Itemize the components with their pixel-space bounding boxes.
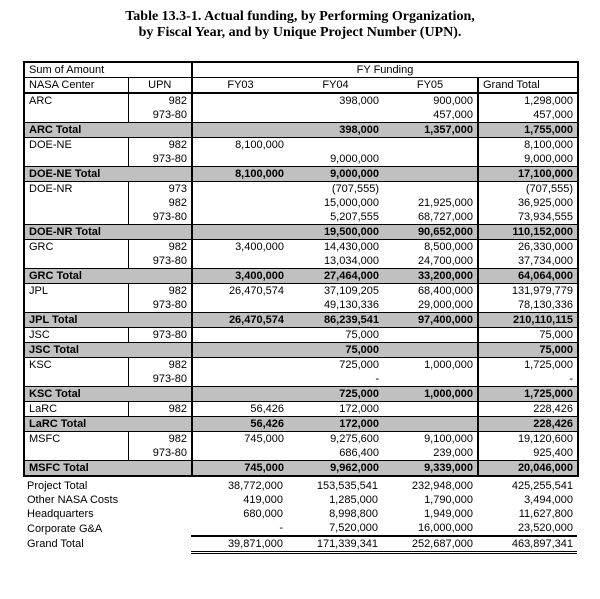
fy03-cell (192, 254, 288, 269)
fy-funding-header: FY Funding (192, 62, 578, 78)
fy05-cell (383, 182, 478, 197)
nasa-center-cell: JPL (24, 284, 128, 299)
center-total-row (24, 417, 578, 432)
grand-total-cell: 75,000 (478, 343, 578, 358)
fy05-cell: 16,000,000 (417, 522, 473, 534)
total-label-cell: DOE-NE Total (24, 167, 192, 182)
fy05-cell: 1,000,000 (383, 358, 478, 373)
table-row (24, 196, 578, 210)
nasa-center-cell (24, 196, 128, 210)
upn-cell: 982 (128, 432, 192, 447)
fy04-cell: 86,239,541 (288, 313, 383, 328)
nasa-center-cell: MSFC (24, 432, 128, 447)
grand-total-cell: 64,064,000 (478, 269, 578, 284)
grand-total-cell: 75,000 (539, 329, 573, 341)
center-total-row (24, 343, 578, 358)
fy04-cell: 7,520,000 (329, 522, 378, 534)
fy04-cell: 8,998,800 (329, 508, 378, 520)
center-total-row (24, 313, 578, 328)
upn-cell: 973-80 (128, 372, 192, 387)
grand-total-cell: 37,734,000 (517, 255, 573, 267)
col-header-fy04: FY04 (288, 78, 383, 94)
nasa-center-cell (24, 254, 128, 269)
fy03-cell: 8,100,000 (192, 167, 288, 182)
fy05-cell (383, 417, 478, 432)
fy05-cell: 8,500,000 (383, 240, 478, 255)
table-row (24, 446, 578, 461)
grand-total-cell: 110,152,000 (478, 225, 578, 240)
fy04-cell: 75,000 (288, 343, 383, 358)
center-total-row (24, 269, 578, 284)
grand-total-cell: 1,725,000 (478, 387, 578, 402)
total-label-cell: GRC Total (24, 269, 192, 284)
fy05-cell: 29,000,000 (383, 298, 478, 313)
nasa-center-cell (24, 298, 128, 313)
fy03-cell (192, 108, 288, 123)
total-label-cell: JPL Total (24, 313, 192, 328)
nasa-center-cell (24, 108, 128, 123)
fy04-cell: 9,000,000 (330, 153, 379, 165)
table-row (24, 402, 578, 417)
fy03-cell (192, 328, 288, 343)
fy03-cell (192, 152, 288, 167)
table-title (0, 0, 600, 41)
fy05-cell: 33,200,000 (383, 269, 478, 284)
summary-table (23, 479, 577, 554)
upn-cell: 982 (128, 196, 192, 210)
title-line-1: Table 13.3-1. Actual funding, by Performing Organization, (125, 9, 475, 24)
fy03-cell (192, 446, 288, 461)
summary-row (23, 521, 577, 536)
summary-row (23, 507, 577, 521)
fy04-cell: 398,000 (339, 95, 379, 107)
summary-label-cell: Project Total (27, 480, 88, 492)
header-row-columns (24, 78, 578, 94)
fy03-cell: 38,772,000 (227, 480, 283, 492)
title-line-2: by Fiscal Year, and by Unique Project Number (UPN). (138, 25, 462, 40)
fy04-cell: 9,962,000 (288, 461, 383, 477)
table-row (24, 152, 578, 167)
col-header-fy03: FY03 (192, 78, 288, 94)
fy04-cell (288, 138, 383, 153)
upn-cell: 973-80 (128, 152, 192, 167)
table-row (24, 108, 578, 123)
grand-total-cell: 36,925,000 (517, 197, 573, 209)
fy04-cell: - (375, 373, 379, 385)
fy04-cell: (707,555) (331, 183, 379, 195)
center-total-row (24, 461, 578, 477)
fy05-cell: 90,652,000 (383, 225, 478, 240)
fy03-cell: 39,871,000 (191, 536, 287, 553)
center-total-row (24, 123, 578, 138)
grand-total-cell: 78,130,336 (517, 299, 573, 311)
nasa-center-cell: ARC (24, 93, 128, 108)
grand-total-cell: 1,725,000 (524, 359, 573, 371)
fy04-cell: 153,535,541 (316, 480, 378, 492)
fy04-cell: 37,109,205 (323, 285, 379, 297)
sum-of-amount-header: Sum of Amount (24, 62, 192, 78)
summary-row (23, 493, 577, 507)
fy03-cell: 56,426 (250, 403, 284, 415)
col-header-upn: UPN (128, 78, 192, 94)
total-label-cell: LaRC Total (24, 417, 192, 432)
table-row (24, 298, 578, 313)
fy03-cell: 8,100,000 (235, 139, 284, 151)
upn-cell: 973 (128, 182, 192, 197)
fy04-cell: 1,285,000 (329, 494, 378, 506)
table-row (24, 328, 578, 343)
fy03-cell (192, 196, 288, 210)
fy05-cell: 1,357,000 (383, 123, 478, 138)
nasa-center-cell: DOE-NE (24, 138, 128, 153)
summary-label-cell: Headquarters (27, 508, 94, 520)
upn-cell: 973-80 (128, 298, 192, 313)
fy05-cell: 1,000,000 (383, 387, 478, 402)
fy05-cell: 68,400,000 (383, 284, 478, 299)
fy03-cell (192, 298, 288, 313)
fy04-cell: 171,339,341 (287, 536, 382, 553)
total-label-cell: MSFC Total (24, 461, 192, 477)
header-row-spanner (24, 62, 578, 78)
grand-total-cell: 425,255,541 (511, 480, 573, 492)
fy03-cell: 3,400,000 (192, 269, 288, 284)
fy03-cell: 26,470,574 (228, 285, 284, 297)
upn-cell: 982 (128, 358, 192, 373)
fy04-cell: 172,000 (339, 403, 379, 415)
fy04-cell: 13,034,000 (323, 255, 379, 267)
fy05-cell: 252,687,000 (382, 536, 477, 553)
table-row (24, 240, 578, 255)
total-label-cell: JSC Total (24, 343, 192, 358)
fy04-cell: 725,000 (339, 359, 379, 371)
upn-cell: 973-80 (128, 254, 192, 269)
grand-total-cell: 19,120,600 (517, 433, 573, 445)
fy03-cell: 26,470,574 (192, 313, 288, 328)
fy05-cell: 68,727,000 (383, 210, 478, 225)
fy03-cell (192, 93, 288, 108)
fy03-cell: 3,400,000 (235, 241, 284, 253)
grand-total-cell: 463,897,341 (477, 536, 577, 553)
upn-cell: 982 (128, 402, 192, 417)
total-label-cell: DOE-NR Total (24, 225, 192, 240)
fy04-cell: 686,400 (339, 447, 379, 459)
fy04-cell: 9,275,600 (330, 433, 379, 445)
fy03-cell (192, 358, 288, 373)
table-row (24, 210, 578, 225)
grand-total-cell: 26,330,000 (517, 241, 573, 253)
fy05-cell (383, 167, 478, 182)
table-row (24, 284, 578, 299)
fy05-cell (383, 402, 478, 417)
grand-total-cell: 20,046,000 (478, 461, 578, 477)
fy05-cell: 97,400,000 (383, 313, 478, 328)
fy05-cell (383, 152, 478, 167)
grand-total-cell: 3,494,000 (524, 494, 573, 506)
fy04-cell: 14,430,000 (323, 241, 379, 253)
upn-cell: 982 (128, 138, 192, 153)
fy03-cell (192, 182, 288, 197)
fy03-cell (192, 123, 288, 138)
fy04-cell: 15,000,000 (323, 197, 379, 209)
fy03-cell (192, 387, 288, 402)
col-header-grand-total: Grand Total (478, 78, 578, 94)
upn-cell: 973-80 (128, 446, 192, 461)
fy04-cell: 19,500,000 (288, 225, 383, 240)
summary-label-cell: Other NASA Costs (27, 494, 119, 506)
nasa-center-cell: JSC (24, 328, 128, 343)
upn-cell: 982 (128, 284, 192, 299)
grand-total-cell: 131,979,779 (511, 285, 573, 297)
fy03-cell: 745,000 (192, 461, 288, 477)
fy04-cell: 9,000,000 (288, 167, 383, 182)
grand-total-cell: - (569, 373, 573, 385)
fy05-cell: 232,948,000 (411, 480, 473, 492)
fy05-cell: 9,100,000 (383, 432, 478, 447)
total-label-cell: ARC Total (24, 123, 192, 138)
summary-label-cell: Corporate G&A (27, 522, 103, 535)
fy03-cell (192, 225, 288, 240)
nasa-center-cell: LaRC (24, 402, 128, 417)
fy05-cell: 1,949,000 (424, 508, 473, 520)
nasa-center-cell (24, 210, 128, 225)
nasa-center-cell: KSC (24, 358, 128, 373)
fy05-cell (383, 372, 478, 387)
upn-cell: 982 (128, 240, 192, 255)
grand-total-cell: 228,426 (533, 403, 573, 415)
grand-total-cell: (707,555) (525, 183, 573, 195)
nasa-center-cell: DOE-NR (24, 182, 128, 197)
grand-total-cell: 228,426 (478, 417, 578, 432)
upn-cell: 973-80 (128, 328, 192, 343)
grand-total-cell: 23,520,000 (517, 522, 573, 534)
fy04-cell: 75,000 (345, 329, 379, 341)
fy04-cell: 5,207,555 (330, 211, 379, 223)
fy04-cell: 398,000 (288, 123, 383, 138)
fy05-cell (383, 343, 478, 358)
table-row (24, 138, 578, 153)
fy04-cell: 172,000 (288, 417, 383, 432)
grand-total-cell: 457,000 (533, 109, 573, 121)
upn-cell: 973-80 (128, 108, 192, 123)
fy03-cell: 419,000 (243, 494, 283, 506)
fy05-cell (383, 138, 478, 153)
fy04-cell: 725,000 (288, 387, 383, 402)
fy05-cell: 21,925,000 (383, 196, 478, 210)
fy04-cell: 49,130,336 (323, 299, 379, 311)
col-header-fy05: FY05 (383, 78, 478, 94)
table-row (24, 372, 578, 387)
grand-total-cell: 1,755,000 (478, 123, 578, 138)
fy05-cell (383, 328, 478, 343)
grand-total-cell: 8,100,000 (524, 139, 573, 151)
fy04-cell (288, 108, 383, 123)
funding-table (23, 61, 579, 477)
summary-row (23, 479, 577, 493)
fy05-cell: 457,000 (383, 108, 478, 123)
upn-cell: 982 (128, 93, 192, 108)
fy05-cell: 900,000 (383, 93, 478, 108)
fy05-cell: 24,700,000 (383, 254, 478, 269)
col-header-nasa-center: NASA Center (24, 78, 128, 94)
upn-cell: 973-80 (128, 210, 192, 225)
grand-total-cell: 925,400 (533, 447, 573, 459)
grand-total-cell: 1,298,000 (524, 95, 573, 107)
grand-total-cell: 73,934,555 (517, 211, 573, 223)
total-label-cell: KSC Total (24, 387, 192, 402)
fy03-cell: 56,426 (192, 417, 288, 432)
grand-total-cell: 210,110,115 (478, 313, 578, 328)
nasa-center-cell (24, 152, 128, 167)
table-row (24, 358, 578, 373)
fy03-cell: - (279, 522, 283, 534)
fy03-cell (192, 343, 288, 358)
fy03-cell (192, 210, 288, 225)
grand-total-cell: 11,627,800 (518, 508, 573, 520)
fy05-cell: 1,790,000 (424, 494, 473, 506)
fy04-cell: 27,464,000 (288, 269, 383, 284)
table-row (24, 182, 578, 197)
fy03-cell (192, 372, 288, 387)
table-row (24, 93, 578, 108)
fy05-cell: 9,339,000 (383, 461, 478, 477)
center-total-row (24, 167, 578, 182)
nasa-center-cell (24, 446, 128, 461)
nasa-center-cell (24, 372, 128, 387)
summary-label-cell: Grand Total (27, 538, 84, 551)
fy03-cell: 745,000 (244, 433, 284, 445)
grand-total-cell: 17,100,000 (478, 167, 578, 182)
fy03-cell: 680,000 (243, 508, 283, 520)
center-total-row (24, 225, 578, 240)
center-total-row (24, 387, 578, 402)
fy05-cell: 239,000 (383, 446, 478, 461)
table-row (24, 432, 578, 447)
table-row (24, 254, 578, 269)
nasa-center-cell: GRC (24, 240, 128, 255)
grand-total-row (23, 536, 577, 553)
grand-total-cell: 9,000,000 (524, 153, 573, 165)
